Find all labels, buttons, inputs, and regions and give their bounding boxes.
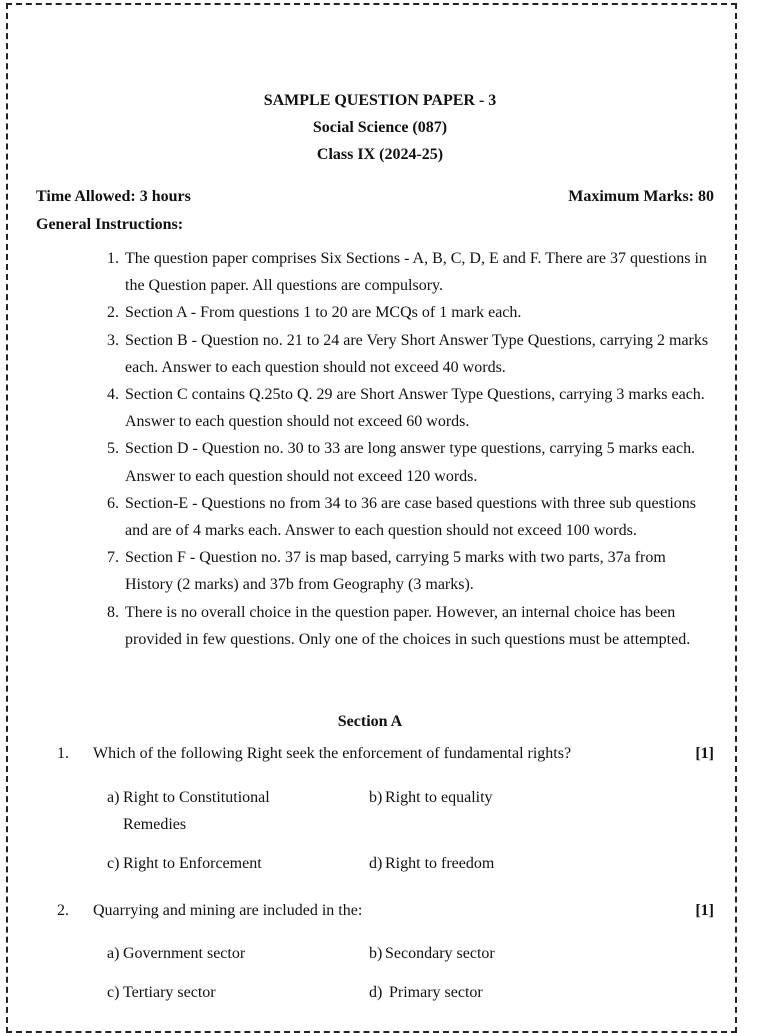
instruction-item: 6. Section-E - Questions no from 34 to 36 are case based questions with three sub questions and are of 4 marks each. Answer to each question should not exceed 100 words. <box>107 494 696 540</box>
question-marks: [1] <box>695 745 714 762</box>
paper-subject: Social Science (087) <box>312 119 448 136</box>
paper-class: Class IX (2024-25) <box>316 146 444 163</box>
instruction-item: 7. Section F - Question no. 37 is map based, carrying 5 marks with two parts, 37a from History (2 marks) and 37b from Geography (3 marks). <box>107 549 666 594</box>
question-text: Quarrying and mining are included in the: <box>93 902 363 919</box>
instructions-list <box>107 245 717 653</box>
instruction-item: 3. Section B - Question no. 21 to 24 are Very Short Answer Type Questions, carrying 2 marks each. Answer to each question should not exceed 40 words. <box>107 331 709 376</box>
section-a-heading: Section A <box>337 713 403 730</box>
instruction-item: 2. Section A - From questions 1 to 20 are MCQs of 1 mark each. <box>107 304 522 322</box>
paper-title: SAMPLE QUESTION PAPER - 3 <box>263 92 497 109</box>
meta-row <box>36 188 714 206</box>
question-number: 1. <box>57 745 69 762</box>
general-instructions-heading: General Instructions: <box>36 216 184 233</box>
question-text: Which of the following Right seek the enforcement of fundamental rights? <box>93 745 572 762</box>
question-number: 2. <box>57 902 69 919</box>
instruction-item: 1. The question paper comprises Six Sections - A, B, C, D, E and F. There are 37 questions in the Question paper. All questions are compulsory. <box>107 250 707 295</box>
instruction-item: 8. There is no overall choice in the question paper. However, an internal choice has been provided in few questions. Only one of the choices in such questions must be attempted. <box>107 603 691 648</box>
instruction-item: 5. Section D - Question no. 30 to 33 are long answer type questions, carrying 5 marks each. Answer to each question should not exceed 120 words. <box>107 440 696 485</box>
instruction-item: 4. Section C contains Q.25to Q. 29 are Short Answer Type Questions, carrying 3 marks each. Answer to each question should not exceed 60 words. <box>107 386 705 431</box>
time-allowed: Time Allowed: 3 hours <box>36 188 191 205</box>
maximum-marks: Maximum Marks: 80 <box>568 188 714 205</box>
question-marks: [1] <box>695 902 714 919</box>
